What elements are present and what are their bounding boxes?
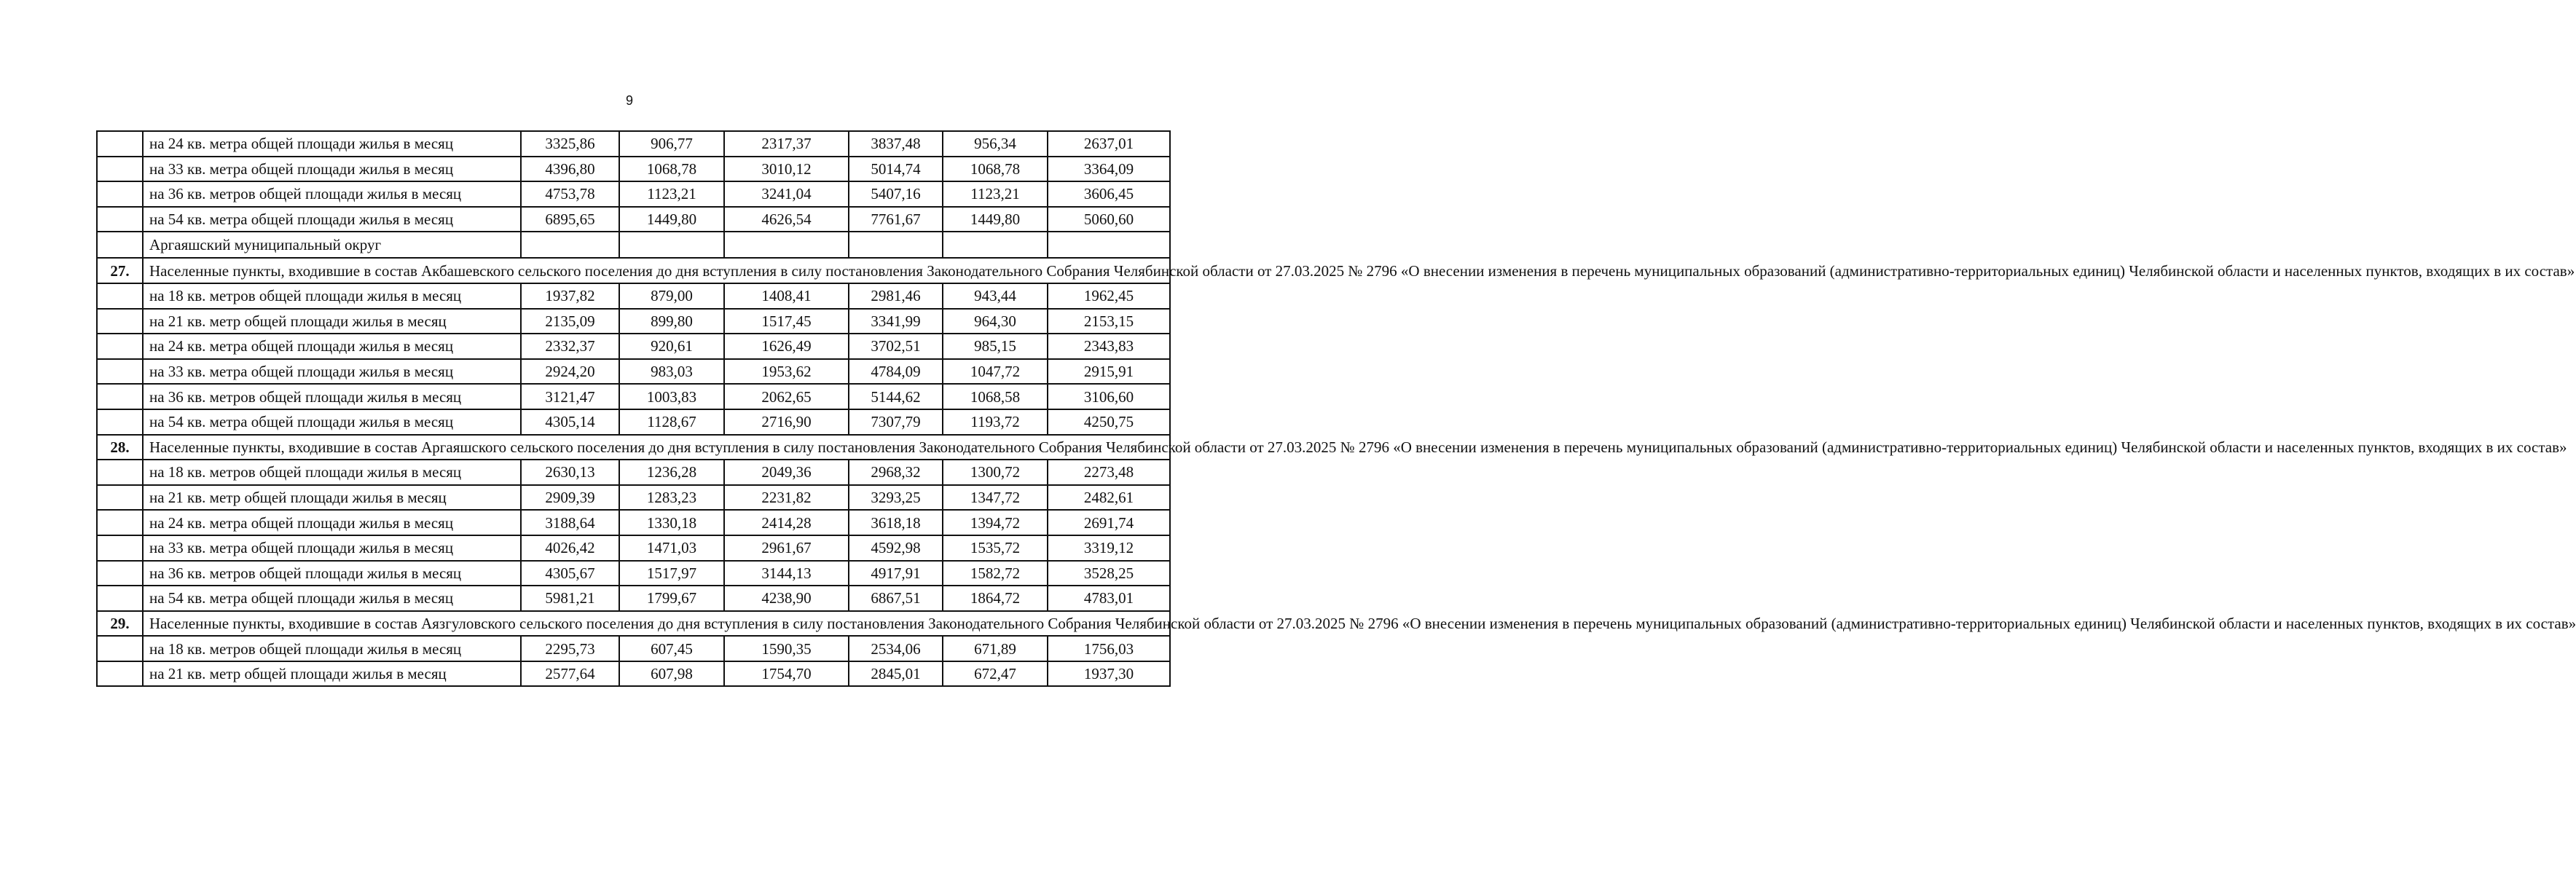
value-cell: 2968,32 (849, 460, 943, 485)
value-cell: 5014,74 (849, 157, 943, 182)
row-label: на 36 кв. метров общей площади жилья в месяц (143, 181, 521, 207)
value-cell: 4238,90 (724, 586, 849, 611)
value-cell: 3010,12 (724, 157, 849, 182)
row-label: на 54 кв. метра общей площади жилья в месяц (143, 409, 521, 435)
value-cell: 1754,70 (724, 661, 849, 687)
row-index-cell (97, 283, 143, 309)
value-cell: 7761,67 (849, 207, 943, 232)
group-description: Населенные пункты, входившие в состав Аргаяшского сельского поселения до дня вступления в силу постановления Законодательного Собрания Челябинской области от 27.03.2025 № 2796 «О внесении изменения в перечень муниципальных образований (административно-территориальных единиц) Челябинской области и населенных пунктов, входящих в их состав» (143, 435, 1170, 460)
empty-cell (943, 232, 1048, 258)
empty-cell (1048, 232, 1170, 258)
value-cell: 4592,98 (849, 535, 943, 561)
value-cell: 1799,67 (619, 586, 724, 611)
row-index-cell (97, 309, 143, 334)
value-cell: 1626,49 (724, 334, 849, 359)
value-cell: 1937,82 (521, 283, 619, 309)
value-cell: 2273,48 (1048, 460, 1170, 485)
value-cell: 2845,01 (849, 661, 943, 687)
value-cell: 906,77 (619, 131, 724, 157)
table-row (97, 485, 1170, 511)
table-row (97, 409, 1170, 435)
row-label: на 18 кв. метров общей площади жилья в месяц (143, 283, 521, 309)
value-cell: 3106,60 (1048, 384, 1170, 409)
row-label: на 54 кв. метра общей площади жилья в месяц (143, 586, 521, 611)
value-cell: 2231,82 (724, 485, 849, 511)
value-cell: 1449,80 (943, 207, 1048, 232)
group-header-row (97, 258, 1170, 283)
value-cell: 2716,90 (724, 409, 849, 435)
value-cell: 2049,36 (724, 460, 849, 485)
value-cell: 5981,21 (521, 586, 619, 611)
value-cell: 3293,25 (849, 485, 943, 511)
row-label: на 54 кв. метра общей площади жилья в месяц (143, 207, 521, 232)
value-cell: 3364,09 (1048, 157, 1170, 182)
value-cell: 1962,45 (1048, 283, 1170, 309)
group-description: Населенные пункты, входившие в состав Аязгуловского сельского поселения до дня вступления в силу постановления Законодательного Собрания Челябинской области от 27.03.2025 № 2796 «О внесении изменения в перечень муниципальных образований (административно-территориальных единиц) Челябинской области и населенных пунктов, входящих в их состав» (143, 611, 1170, 637)
value-cell: 1449,80 (619, 207, 724, 232)
value-cell: 2482,61 (1048, 485, 1170, 511)
row-index-cell (97, 535, 143, 561)
value-cell: 3341,99 (849, 309, 943, 334)
value-cell: 4753,78 (521, 181, 619, 207)
table-row (97, 510, 1170, 535)
table-row (97, 586, 1170, 611)
value-cell: 7307,79 (849, 409, 943, 435)
row-index-cell (97, 232, 143, 258)
group-index: 29. (97, 611, 143, 637)
row-label: на 24 кв. метра общей площади жилья в месяц (143, 131, 521, 157)
value-cell: 1937,30 (1048, 661, 1170, 687)
row-index-cell (97, 460, 143, 485)
row-label: на 33 кв. метра общей площади жилья в месяц (143, 359, 521, 385)
section-row (97, 232, 1170, 258)
group-header-row (97, 435, 1170, 460)
value-cell: 2915,91 (1048, 359, 1170, 385)
value-cell: 1590,35 (724, 636, 849, 661)
value-cell: 1394,72 (943, 510, 1048, 535)
value-cell: 3144,13 (724, 561, 849, 586)
value-cell: 1123,21 (943, 181, 1048, 207)
value-cell: 6895,65 (521, 207, 619, 232)
group-description: Населенные пункты, входившие в состав Акбашевского сельского поселения до дня вступления в силу постановления Законодательного Собрания Челябинской области от 27.03.2025 № 2796 «О внесении изменения в перечень муниципальных образований (административно-территориальных единиц) Челябинской области и населенных пунктов, входящих в их состав» (143, 258, 1170, 283)
row-index-cell (97, 181, 143, 207)
value-cell: 2135,09 (521, 309, 619, 334)
value-cell: 1330,18 (619, 510, 724, 535)
value-cell: 983,03 (619, 359, 724, 385)
empty-cell (619, 232, 724, 258)
value-cell: 943,44 (943, 283, 1048, 309)
row-index-cell (97, 384, 143, 409)
value-cell: 2909,39 (521, 485, 619, 511)
value-cell: 899,80 (619, 309, 724, 334)
value-cell: 1756,03 (1048, 636, 1170, 661)
row-label: на 33 кв. метра общей площади жилья в месяц (143, 157, 521, 182)
value-cell: 4626,54 (724, 207, 849, 232)
value-cell: 3837,48 (849, 131, 943, 157)
value-cell: 2577,64 (521, 661, 619, 687)
value-cell: 1517,97 (619, 561, 724, 586)
value-cell: 2981,46 (849, 283, 943, 309)
value-cell: 1123,21 (619, 181, 724, 207)
value-cell: 2691,74 (1048, 510, 1170, 535)
row-label: на 21 кв. метр общей площади жилья в месяц (143, 485, 521, 511)
row-label: на 18 кв. метров общей площади жилья в месяц (143, 460, 521, 485)
empty-cell (724, 232, 849, 258)
value-cell: 1517,45 (724, 309, 849, 334)
row-label: на 36 кв. метров общей площади жилья в месяц (143, 561, 521, 586)
value-cell: 1068,58 (943, 384, 1048, 409)
value-cell: 3606,45 (1048, 181, 1170, 207)
value-cell: 3618,18 (849, 510, 943, 535)
table-row (97, 334, 1170, 359)
table-row (97, 207, 1170, 232)
value-cell: 2637,01 (1048, 131, 1170, 157)
table-row (97, 181, 1170, 207)
value-cell: 3188,64 (521, 510, 619, 535)
value-cell: 1193,72 (943, 409, 1048, 435)
value-cell: 4917,91 (849, 561, 943, 586)
value-cell: 607,98 (619, 661, 724, 687)
value-cell: 4026,42 (521, 535, 619, 561)
value-cell: 2961,67 (724, 535, 849, 561)
row-index-cell (97, 485, 143, 511)
table-row (97, 283, 1170, 309)
value-cell: 671,89 (943, 636, 1048, 661)
value-cell: 2534,06 (849, 636, 943, 661)
value-cell: 1068,78 (943, 157, 1048, 182)
empty-cell (521, 232, 619, 258)
value-cell: 672,47 (943, 661, 1048, 687)
row-index-cell (97, 561, 143, 586)
value-cell: 4396,80 (521, 157, 619, 182)
group-index: 27. (97, 258, 143, 283)
group-index: 28. (97, 435, 143, 460)
table-row (97, 661, 1170, 687)
value-cell: 607,45 (619, 636, 724, 661)
row-label: на 33 кв. метра общей площади жилья в месяц (143, 535, 521, 561)
row-label: на 21 кв. метр общей площади жилья в месяц (143, 661, 521, 687)
value-cell: 1300,72 (943, 460, 1048, 485)
value-cell: 1283,23 (619, 485, 724, 511)
value-cell: 4783,01 (1048, 586, 1170, 611)
table-row (97, 384, 1170, 409)
tariff-table (96, 130, 2576, 687)
value-cell: 1864,72 (943, 586, 1048, 611)
value-cell: 1953,62 (724, 359, 849, 385)
value-cell: 985,15 (943, 334, 1048, 359)
table-row (97, 131, 1170, 157)
value-cell: 964,30 (943, 309, 1048, 334)
value-cell: 2924,20 (521, 359, 619, 385)
row-index-cell (97, 409, 143, 435)
value-cell: 1068,78 (619, 157, 724, 182)
value-cell: 879,00 (619, 283, 724, 309)
value-cell: 920,61 (619, 334, 724, 359)
row-label: на 18 кв. метров общей площади жилья в месяц (143, 636, 521, 661)
value-cell: 4784,09 (849, 359, 943, 385)
value-cell: 2630,13 (521, 460, 619, 485)
row-index-cell (97, 636, 143, 661)
row-index-cell (97, 359, 143, 385)
value-cell: 1128,67 (619, 409, 724, 435)
value-cell: 956,34 (943, 131, 1048, 157)
value-cell: 3702,51 (849, 334, 943, 359)
table-row (97, 561, 1170, 586)
value-cell: 1582,72 (943, 561, 1048, 586)
value-cell: 3121,47 (521, 384, 619, 409)
table-row (97, 535, 1170, 561)
value-cell: 5060,60 (1048, 207, 1170, 232)
value-cell: 6867,51 (849, 586, 943, 611)
value-cell: 1347,72 (943, 485, 1048, 511)
value-cell: 3319,12 (1048, 535, 1170, 561)
row-label: на 24 кв. метра общей площади жилья в месяц (143, 510, 521, 535)
table-row (97, 460, 1170, 485)
row-label: на 24 кв. метра общей площади жилья в месяц (143, 334, 521, 359)
value-cell: 4250,75 (1048, 409, 1170, 435)
value-cell: 2343,83 (1048, 334, 1170, 359)
row-index-cell (97, 510, 143, 535)
table-row (97, 359, 1170, 385)
value-cell: 2295,73 (521, 636, 619, 661)
row-index-cell (97, 334, 143, 359)
row-index-cell (97, 131, 143, 157)
row-index-cell (97, 157, 143, 182)
value-cell: 1471,03 (619, 535, 724, 561)
row-index-cell (97, 661, 143, 687)
value-cell: 2332,37 (521, 334, 619, 359)
row-index-cell (97, 586, 143, 611)
value-cell: 1408,41 (724, 283, 849, 309)
group-header-row (97, 611, 1170, 637)
empty-cell (849, 232, 943, 258)
value-cell: 2153,15 (1048, 309, 1170, 334)
row-label: на 21 кв. метр общей площади жилья в месяц (143, 309, 521, 334)
table-row (97, 309, 1170, 334)
value-cell: 1236,28 (619, 460, 724, 485)
value-cell: 1003,83 (619, 384, 724, 409)
row-label: на 36 кв. метров общей площади жилья в месяц (143, 384, 521, 409)
value-cell: 2414,28 (724, 510, 849, 535)
value-cell: 3528,25 (1048, 561, 1170, 586)
value-cell: 2062,65 (724, 384, 849, 409)
value-cell: 4305,14 (521, 409, 619, 435)
row-index-cell (97, 207, 143, 232)
page-number: 9 (625, 93, 633, 108)
value-cell: 5144,62 (849, 384, 943, 409)
table-row (97, 157, 1170, 182)
value-cell: 4305,67 (521, 561, 619, 586)
value-cell: 3241,04 (724, 181, 849, 207)
section-title: Аргаяшский муниципальный округ (143, 232, 521, 258)
value-cell: 2317,37 (724, 131, 849, 157)
value-cell: 1047,72 (943, 359, 1048, 385)
value-cell: 1535,72 (943, 535, 1048, 561)
table-row (97, 636, 1170, 661)
value-cell: 5407,16 (849, 181, 943, 207)
value-cell: 3325,86 (521, 131, 619, 157)
